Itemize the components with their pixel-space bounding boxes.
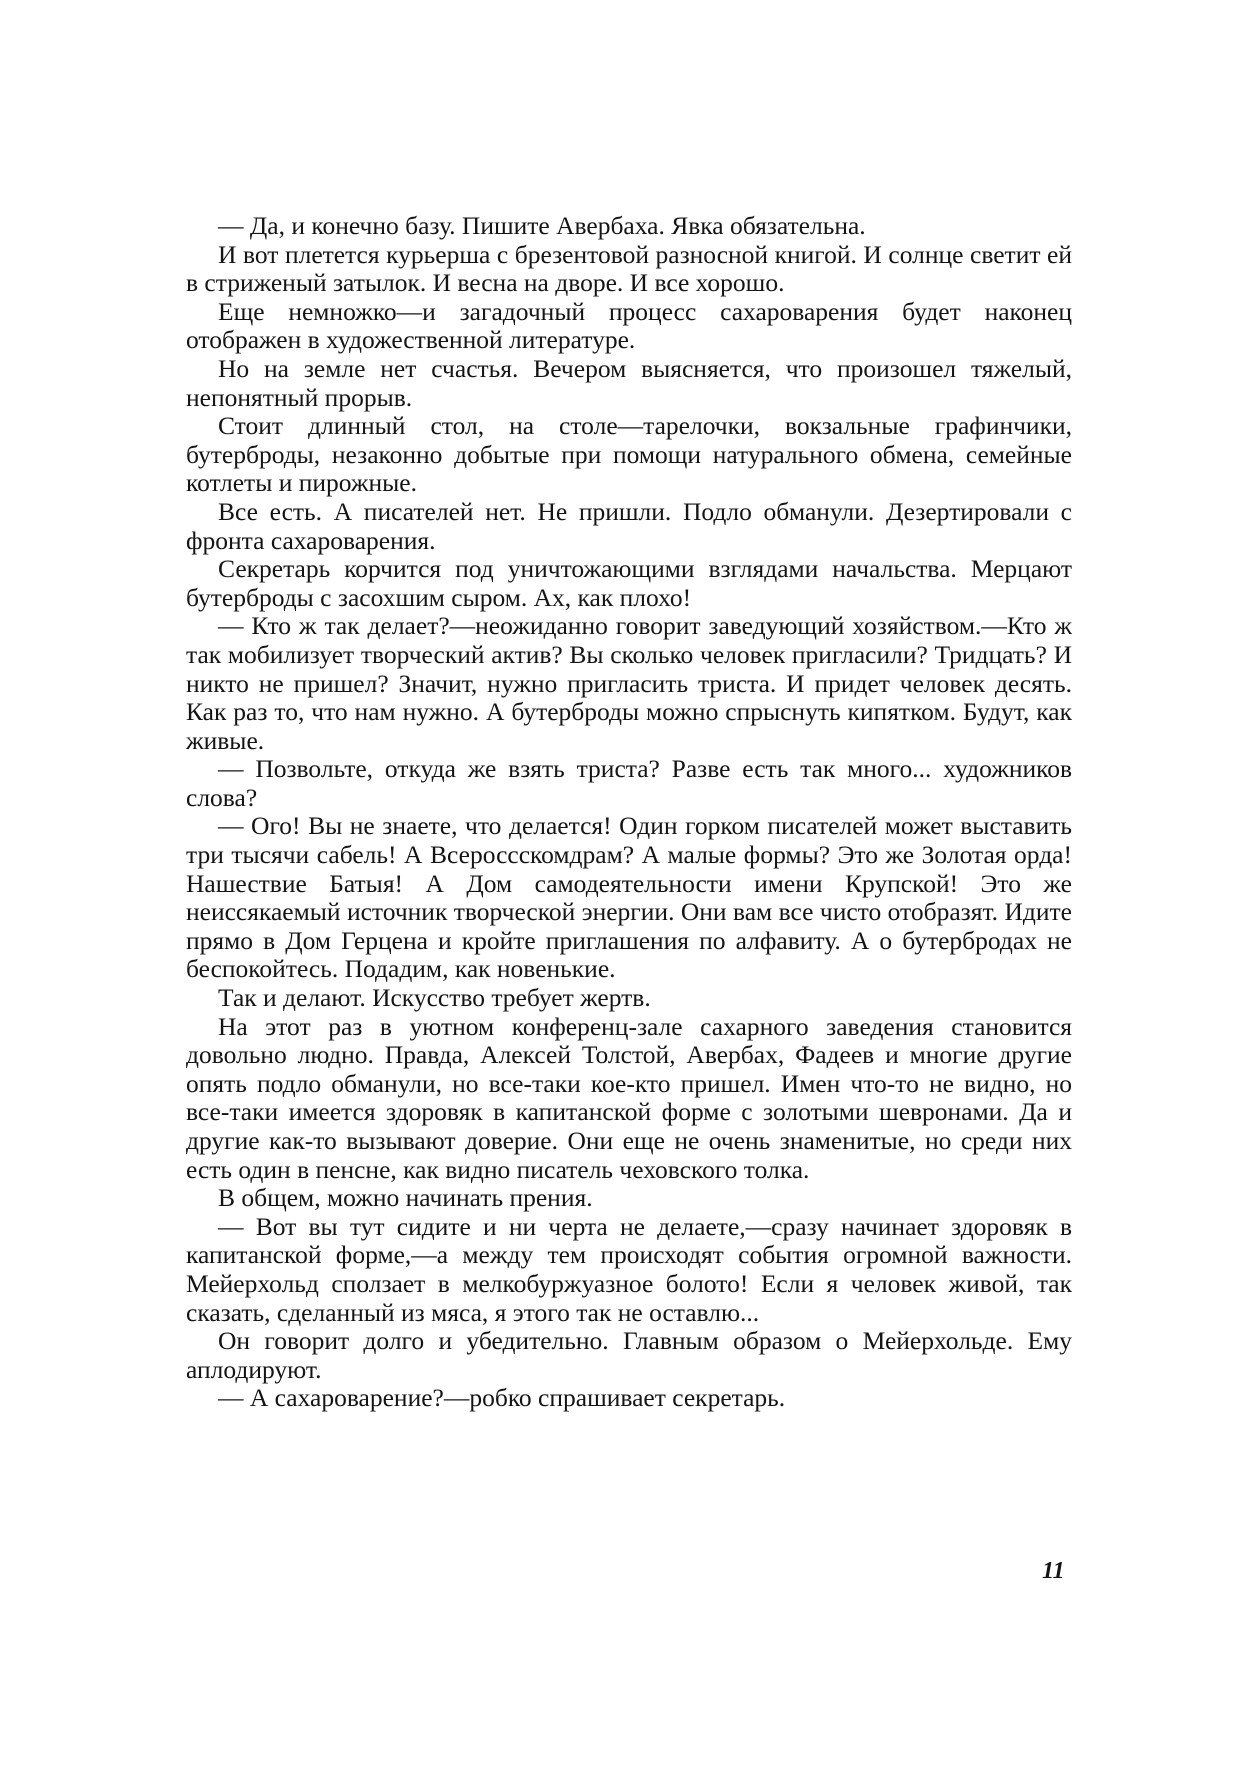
paragraph-15: Он говорит долго и убедительно. Главным образом о Мейерхольде. Ему аплодируют. bbox=[186, 1326, 1072, 1384]
paragraph-1: — Да, и конечно базу. Пишите Авербаха. Явка обязательна. bbox=[218, 211, 866, 240]
paragraph-8: — Кто ж так делает?—неожиданно говорит заведующий хозяйством.—Кто ж так мобилизует творческий актив? Вы сколько человек пригласили? Тридцать? И никто не пришел? Значит, нужно пригласить триста. И придет человек десять. Как раз то, что нам нужно. А бутерброды можно спрыснуть кипятком. Будут, как живые. bbox=[186, 611, 1072, 755]
paragraph-12: На этот раз в уютном конференц-зале сахарного заведения становится довольно людно. Правда, Алексей Толстой, Авербах, Фадеев и многие другие опять подло обманули, но все-таки кое-кто пришел. Имен что-то не видно, но все-таки имеется здоровяк в капитанской форме с золотыми шевронами. Да и другие как-то вызывают доверие. Они еще не очень знаменитые, но среди них есть один в пенсне, как видно писатель чеховского толка. bbox=[186, 1011, 1072, 1184]
paragraph-14: — Вот вы тут сидите и ни черта не делаете,—сразу начинает здоровяк в капитанской форме,—а между тем происходят события огромной важности. Мейерхольд сползает в мелкобуржуазное болото! Если я человек живой, так сказать, сделанный из мяса, я этого так не оставлю... bbox=[186, 1211, 1072, 1327]
page-number: 11 bbox=[1042, 1558, 1065, 1584]
paragraph-3: Еще немножко—и загадочный процесс сахароварения будет наконец отображен в художественной литературе. bbox=[186, 296, 1072, 355]
paragraph-9: — Позвольте, откуда же взять триста? Разве есть так много... художников слова? bbox=[186, 754, 1072, 812]
paragraph-10: — Ого! Вы не знаете, что делается! Один горком писателей может выставить три тысячи сабель! А Всероссскомдрам? А малые формы? Это же Золотая орда! Нашествие Батыя! А Дом самодеятельности имени Крупской! Это же неиссякаемый источник творческой энергии. Они вам все чисто отобразят. Идите прямо в Дом Герцена и кройте приглашения по алфавиту. А о бутербродах не беспокойтесь. Подадим, как новенькие. bbox=[186, 811, 1072, 984]
paragraph-4: Но на земле нет счастья. Вечером выясняется, что произошел тяжелый, непонятный прорыв. bbox=[186, 353, 1072, 412]
page-text bbox=[186, 212, 1072, 1413]
paragraph-7: Секретарь корчится под уничтожающими взглядами начальства. Мерцают бутерброды с засохшим сыром. Ах, как плохо! bbox=[186, 554, 1072, 612]
paragraph-16: — А сахароварение?—робко спрашивает секретарь. bbox=[218, 1383, 786, 1413]
paragraph-5: Стоит длинный стол, на столе—тарелочки, вокзальные графинчики, бутерброды, незаконно добытые при помощи натурального обмена, семейные котлеты и пирожные. bbox=[186, 411, 1072, 498]
paragraph-6: Все есть. А писателей нет. Не пришли. Подло обманули. Дезертировали с фронта сахароварения. bbox=[186, 496, 1072, 555]
paragraph-2: И вот плетется курьерша с брезентовой разносной книгой. И солнце светит ей в стриженый затылок. И весна на дворе. И все хорошо. bbox=[186, 239, 1072, 298]
paragraph-11: Так и делают. Искусство требует жертв. bbox=[218, 983, 651, 1013]
paragraph-13: В общем, можно начинать прения. bbox=[218, 1183, 593, 1213]
